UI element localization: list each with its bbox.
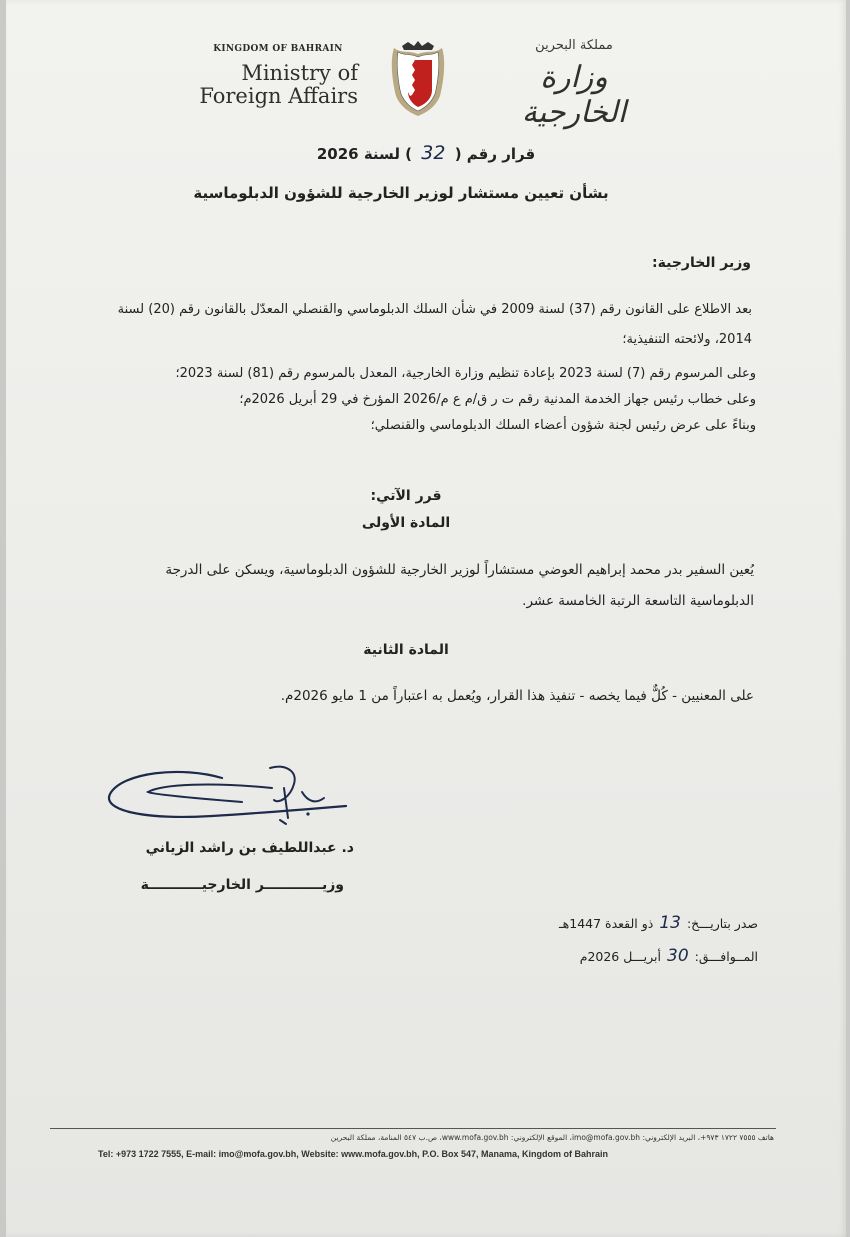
preamble-paragraph-1: بعد الاطلاع على القانون رقم (37) لسنة 2009 في شأن السلك الدبلوماسي والقنصلي المعدّل بالقانون رقم (20) لسنة 2014، ولائحته التنفيذية؛ xyxy=(117,302,752,347)
article-2-text: على المعنيين - كُلٌّ فيما يخصه - تنفيذ هذا القرار، ويُعمل به اعتباراً من 1 مايو 2026م. xyxy=(280,688,754,704)
preamble-lines xyxy=(102,361,756,439)
article-2-title: المادة الثانية xyxy=(363,642,449,658)
article-1-title: المادة الأولى xyxy=(361,515,451,531)
decided-heading: قرر الآتي: xyxy=(370,488,442,504)
bahrain-coat-of-arms-icon xyxy=(388,40,448,120)
gregorian-label: المــوافـــق: xyxy=(694,949,758,964)
footer-contact-en: Tel: +973 1722 7555, E-mail: imo@mofa.gov.bh, Website: www.mofa.gov.bh, P.O. Box 547, Manama, Kingdom of Bahrain xyxy=(98,1149,608,1159)
article-1-text: يُعين السفير بدر محمد إبراهيم العوضي مستشاراً لوزير الخارجية للشؤون الدبلوماسية، ويسكن على الدرجة الدبلوماسية التاسعة الرتبة الخامسة عشر. xyxy=(165,562,754,609)
addressee: وزير الخارجية: xyxy=(652,255,751,271)
ministry-en-line1: Ministry of xyxy=(241,61,358,85)
document-page xyxy=(6,0,846,1237)
preamble-line-2: وعلى المرسوم رقم (7) لسنة 2023 بإعادة تنظيم وزارة الخارجية، المعدل بالمرسوم رقم (81) لسنة 2023؛ xyxy=(175,366,756,381)
preamble-line-3: وعلى خطاب رئيس جهاز الخدمة المدنية رقم ت ر ق/م ع م/2026 المؤرخ في 29 أبريل 2026م؛ xyxy=(239,392,756,407)
kingdom-en: KINGDOM OF BAHRAIN xyxy=(213,44,343,54)
decision-title xyxy=(306,142,546,164)
decision-number: 32 xyxy=(421,142,446,164)
gregorian-day: 30 xyxy=(667,946,689,966)
gregorian-date xyxy=(436,946,758,966)
signatory-name: د. عبداللطيف بن راشد الزياني xyxy=(145,840,354,856)
handwritten-signature xyxy=(102,758,352,838)
issued-month-year: ذو القعدة 1447هـ xyxy=(558,916,654,931)
gregorian-month-year: أبريـــل 2026م xyxy=(579,949,662,964)
issued-label: صدر بتاريـــخ: xyxy=(686,916,758,931)
preamble-line-4: وبناءً على عرض رئيس لجنة شؤون أعضاء السلك الدبلوماسي والقنصلي؛ xyxy=(370,418,756,433)
footer-contact-ar: هاتف ٧٥٥٥ ١٧٢٢ ٩٧٣+، البريد الإلكتروني: imo@mofa.gov.bh، الموقع الإلكتروني: www.mofa.gov.bh، ص.ب ٥٤٧ المنامة، مملكة البحرين xyxy=(330,1133,774,1142)
decision-subject: بشأن تعيين مستشار لوزير الخارجية للشؤون الدبلوماسية xyxy=(193,184,609,202)
signatory-title: وزيــــــــــــر الخارجيـــــــــــة xyxy=(140,877,344,893)
kingdom-ar: مملكة البحرين xyxy=(535,38,613,53)
decision-prefix: قرار رقم ( xyxy=(454,145,536,163)
ministry-name-ar: وزارة الخارجية xyxy=(521,60,627,130)
ministry-name-en xyxy=(176,62,358,108)
decision-suffix: ) لسنة 2026 xyxy=(316,145,413,163)
footer-divider xyxy=(50,1128,776,1129)
ministry-en-line2: Foreign Affairs xyxy=(199,84,358,108)
issued-day: 13 xyxy=(659,913,681,933)
issued-date xyxy=(436,913,758,933)
